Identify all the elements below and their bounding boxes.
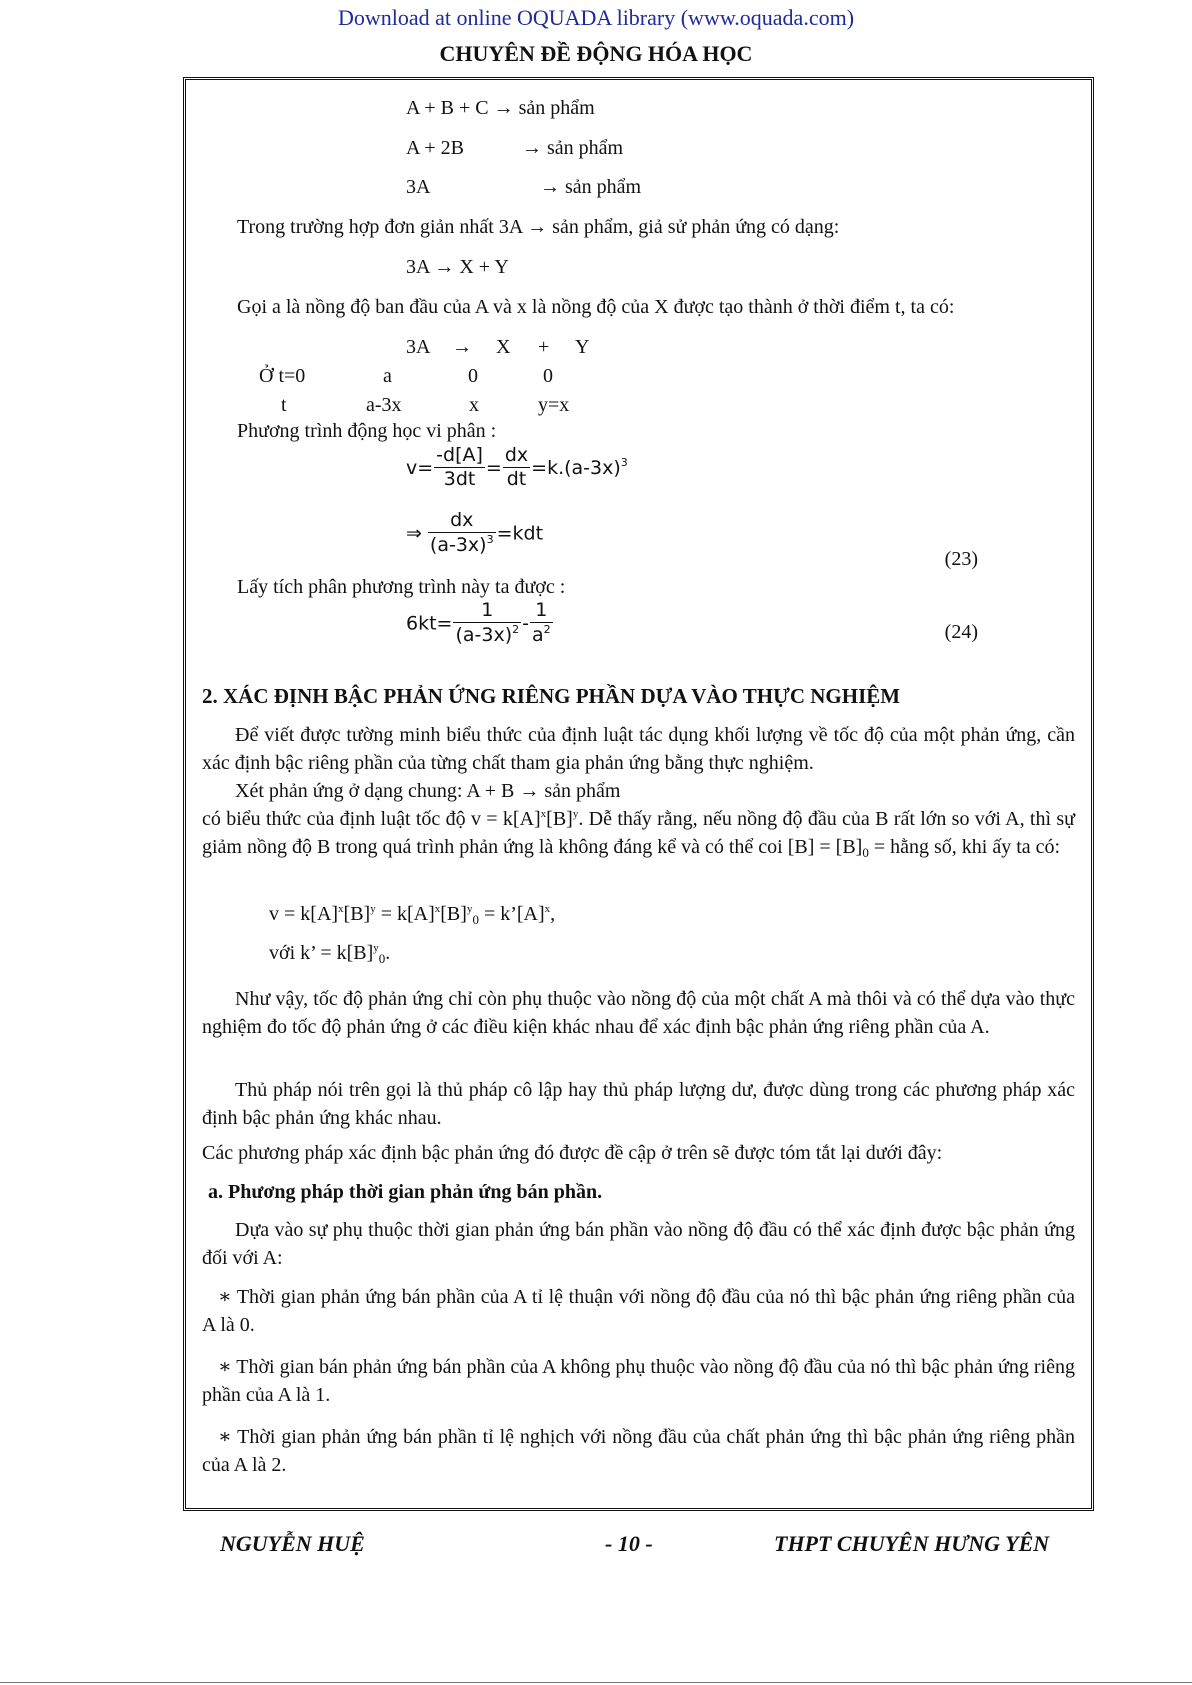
minus-sign: -: [522, 612, 529, 635]
frac-den: [428, 533, 496, 558]
subscript: 0: [472, 912, 479, 927]
reaction-3-right: → sản phẩm: [540, 176, 642, 198]
exponent: 3: [486, 532, 494, 546]
table-header-x: X: [496, 336, 511, 358]
para-section2-intro: Để viết được tường minh biểu thức của định luật tác dụng khối lượng về tốc độ của một phản ứng, cần xác định bậc riêng phần của từng chất tham gia phản ứng bằng thực nghiệm.: [202, 724, 1075, 775]
equation-rate: [406, 445, 628, 492]
equation-number-23: (23): [944, 548, 978, 570]
reaction-1-right: → sản phẩm: [493, 97, 595, 119]
frac-den-base: (a-3x): [429, 533, 487, 556]
fraction-1-over-a-squared: [530, 600, 553, 648]
equation-integrated: [406, 600, 554, 648]
text-run: có biểu thức của định luật tốc độ v = k[A]: [202, 808, 541, 830]
fraction-d-a-over-3dt: [434, 445, 485, 492]
equation-separated: [406, 510, 543, 558]
exponent: x: [540, 808, 547, 820]
fraction-dx-over-denominator: [428, 510, 496, 558]
eq-rate-lhs: v=: [406, 456, 434, 479]
text-run: v = k[A]: [269, 903, 339, 925]
implies-arrow: ⇒: [406, 522, 422, 545]
exponent: y: [572, 808, 579, 820]
table-row-t0-x: 0: [468, 365, 478, 387]
exponent: x: [434, 903, 441, 915]
table-row-t0-a: a: [383, 365, 392, 387]
frac-den: [530, 623, 553, 648]
text-run: [B]: [546, 808, 573, 830]
exponent: y: [370, 903, 376, 915]
equals-sign: =: [485, 456, 502, 479]
content-frame: [183, 77, 1094, 1511]
table-row-t-a: a-3x: [366, 394, 402, 416]
section-2-title: 2. XÁC ĐỊNH BẬC PHẢN ỨNG RIÊNG PHẦN DỰA VÀO THỰC NGHIỆM: [202, 684, 901, 708]
text-run: = hằng số, khi ấy ta có:: [868, 836, 1061, 859]
table-header-y: Y: [575, 336, 590, 358]
reaction-3-left: 3A: [406, 176, 431, 198]
text-run: = k’[A]: [478, 903, 545, 925]
frac-den-base: a: [532, 623, 544, 646]
text-run: [B]: [343, 903, 371, 925]
bullet-text: Thời gian phản ứng bán phần của A tỉ lệ thuận với nồng độ đầu của nó thì bậc phản ứng riêng phần của A là 0.: [202, 1286, 1076, 1337]
text-run: với k’ = k[B]: [269, 942, 374, 964]
list-item: [202, 1283, 1075, 1340]
subscript: 0: [378, 951, 386, 966]
text-run: .: [385, 942, 391, 964]
para-section2-rate-law: [202, 805, 1075, 863]
para-call: Gọi a là nồng độ ban đầu của A và x là nồng độ của X được tạo thành ở thời điểm t, ta có:: [237, 296, 955, 318]
fraction-1-over-a-3x-squared: [453, 600, 521, 648]
reaction-form: 3A → X + Y: [406, 256, 509, 278]
para-thus: Như vậy, tốc độ phản ứng chỉ còn phụ thuộc vào nồng độ của một chất A mà thôi và có thể dựa vào thực nghiệm đo tốc độ phản ứng ở các điều kiện khác nhau để xác định bậc phản ứng riêng phần của A.: [202, 988, 1075, 1039]
text-run: ,: [550, 903, 556, 925]
subsection-a-title: a. Phương pháp thời gian phản ứng bán phần.: [208, 1181, 603, 1203]
para-half-life-intro: Dựa vào sự phụ thuộc thời gian phản ứng bán phần vào nồng độ đầu có thể xác định được bậc phản ứng đối với A:: [202, 1219, 1075, 1270]
equation-k-prime: [269, 939, 390, 968]
para-method: Thủ pháp nói trên gọi là thủ pháp cô lập hay thủ pháp lượng dư, được dùng trong các phương pháp xác định bậc phản ứng khác nhau.: [202, 1079, 1075, 1130]
para-integrate: Lấy tích phân phương trình này ta được :: [237, 576, 566, 598]
download-banner[interactable]: Download at online OQUADA library (www.oquada.com): [337, 5, 855, 30]
table-header-arrow: →: [452, 336, 472, 358]
para-diff: Phương trình động học vi phân :: [237, 420, 497, 442]
table-row-t0-label: Ở t=0: [259, 365, 306, 387]
reaction-2-right: → sản phẩm: [522, 137, 624, 159]
frac-num: 1: [530, 600, 553, 623]
exponent: y: [466, 903, 473, 915]
exponent: 3: [620, 455, 628, 469]
equation-number-24: (24): [944, 621, 978, 643]
footer-page-number: - 10 -: [605, 1531, 653, 1556]
running-head: CHUYÊN ĐỀ ĐỘNG HÓA HỌC: [439, 41, 753, 66]
exponent: 2: [512, 622, 520, 636]
table-row-t-y: y=x: [538, 394, 570, 416]
exponent: 2: [543, 622, 551, 636]
page-edge-divider: [0, 1682, 1192, 1683]
bullet-icon: ∗: [218, 1286, 232, 1308]
frac-den-base: (a-3x): [455, 623, 513, 646]
footer-school: THPT CHUYÊN HƯNG YÊN: [774, 1531, 1050, 1556]
table-row-t0-y: 0: [543, 365, 553, 387]
frac-num: dx: [428, 510, 496, 533]
subscript: 0: [862, 845, 869, 861]
exponent: x: [338, 903, 344, 915]
frac-den: 3dt: [443, 467, 476, 490]
table-row-t-x: x: [469, 394, 479, 416]
bullet-icon: ∗: [218, 1356, 232, 1378]
text-run: . Dễ thấy rằng, nếu nồng độ đầu của B rất lớn so với A, thì sự giảm nồng độ B trong quá trình phản ứng là không đáng kể và có thể coi [B] = [B]: [202, 808, 1075, 859]
exponent: x: [544, 903, 551, 915]
frac-num: 1: [453, 600, 521, 623]
para-section2-reaction: Xét phản ứng ở dạng chung: A + B → sản phẩm: [235, 780, 621, 802]
frac-den: [453, 623, 521, 648]
frac-den: dt: [506, 467, 527, 490]
eq-int-lhs: 6kt=: [406, 612, 453, 635]
exponent: y: [373, 942, 379, 954]
eq-sep-rhs: =kdt: [496, 522, 544, 545]
list-item: [202, 1423, 1075, 1480]
table-header-3a: 3A: [406, 336, 431, 358]
equation-v: [269, 900, 555, 929]
reaction-2-left: A + 2B: [406, 137, 464, 159]
text-run: [B]: [440, 903, 467, 925]
bullet-text: Thời gian phản ứng bán phần tỉ lệ nghịch với nồng đầu của chất phản ứng thì bậc phản ứng riêng phần của A là 2.: [202, 1426, 1075, 1477]
footer-author: NGUYỄN HUỆ: [220, 1531, 365, 1556]
bullet-text: Thời gian bán phản ứng bán phần của A không phụ thuộc vào nồng độ đầu của nó thì bậc phản ứng riêng phần của A là 1.: [202, 1356, 1075, 1407]
eq-rate-rhs: =k.(a-3x): [531, 456, 621, 479]
table-header-plus: +: [538, 336, 550, 358]
bullet-icon: ∗: [218, 1426, 232, 1448]
frac-num: dx: [504, 444, 529, 466]
table-row-t-label: t: [281, 394, 287, 416]
frac-num: -d[A]: [436, 444, 483, 466]
para-simplest: Trong trường hợp đơn giản nhất 3A → sản phẩm, giả sử phản ứng có dạng:: [237, 216, 840, 238]
para-summary: Các phương pháp xác định bậc phản ứng đó được đề cập ở trên sẽ được tóm tắt lại dưới đây:: [202, 1142, 943, 1164]
reaction-1-left: A + B + C: [406, 97, 489, 119]
list-item: [202, 1353, 1075, 1410]
fraction-dx-over-dt: [503, 445, 530, 492]
text-run: = k[A]: [375, 903, 435, 925]
reaction-1: [406, 94, 595, 122]
